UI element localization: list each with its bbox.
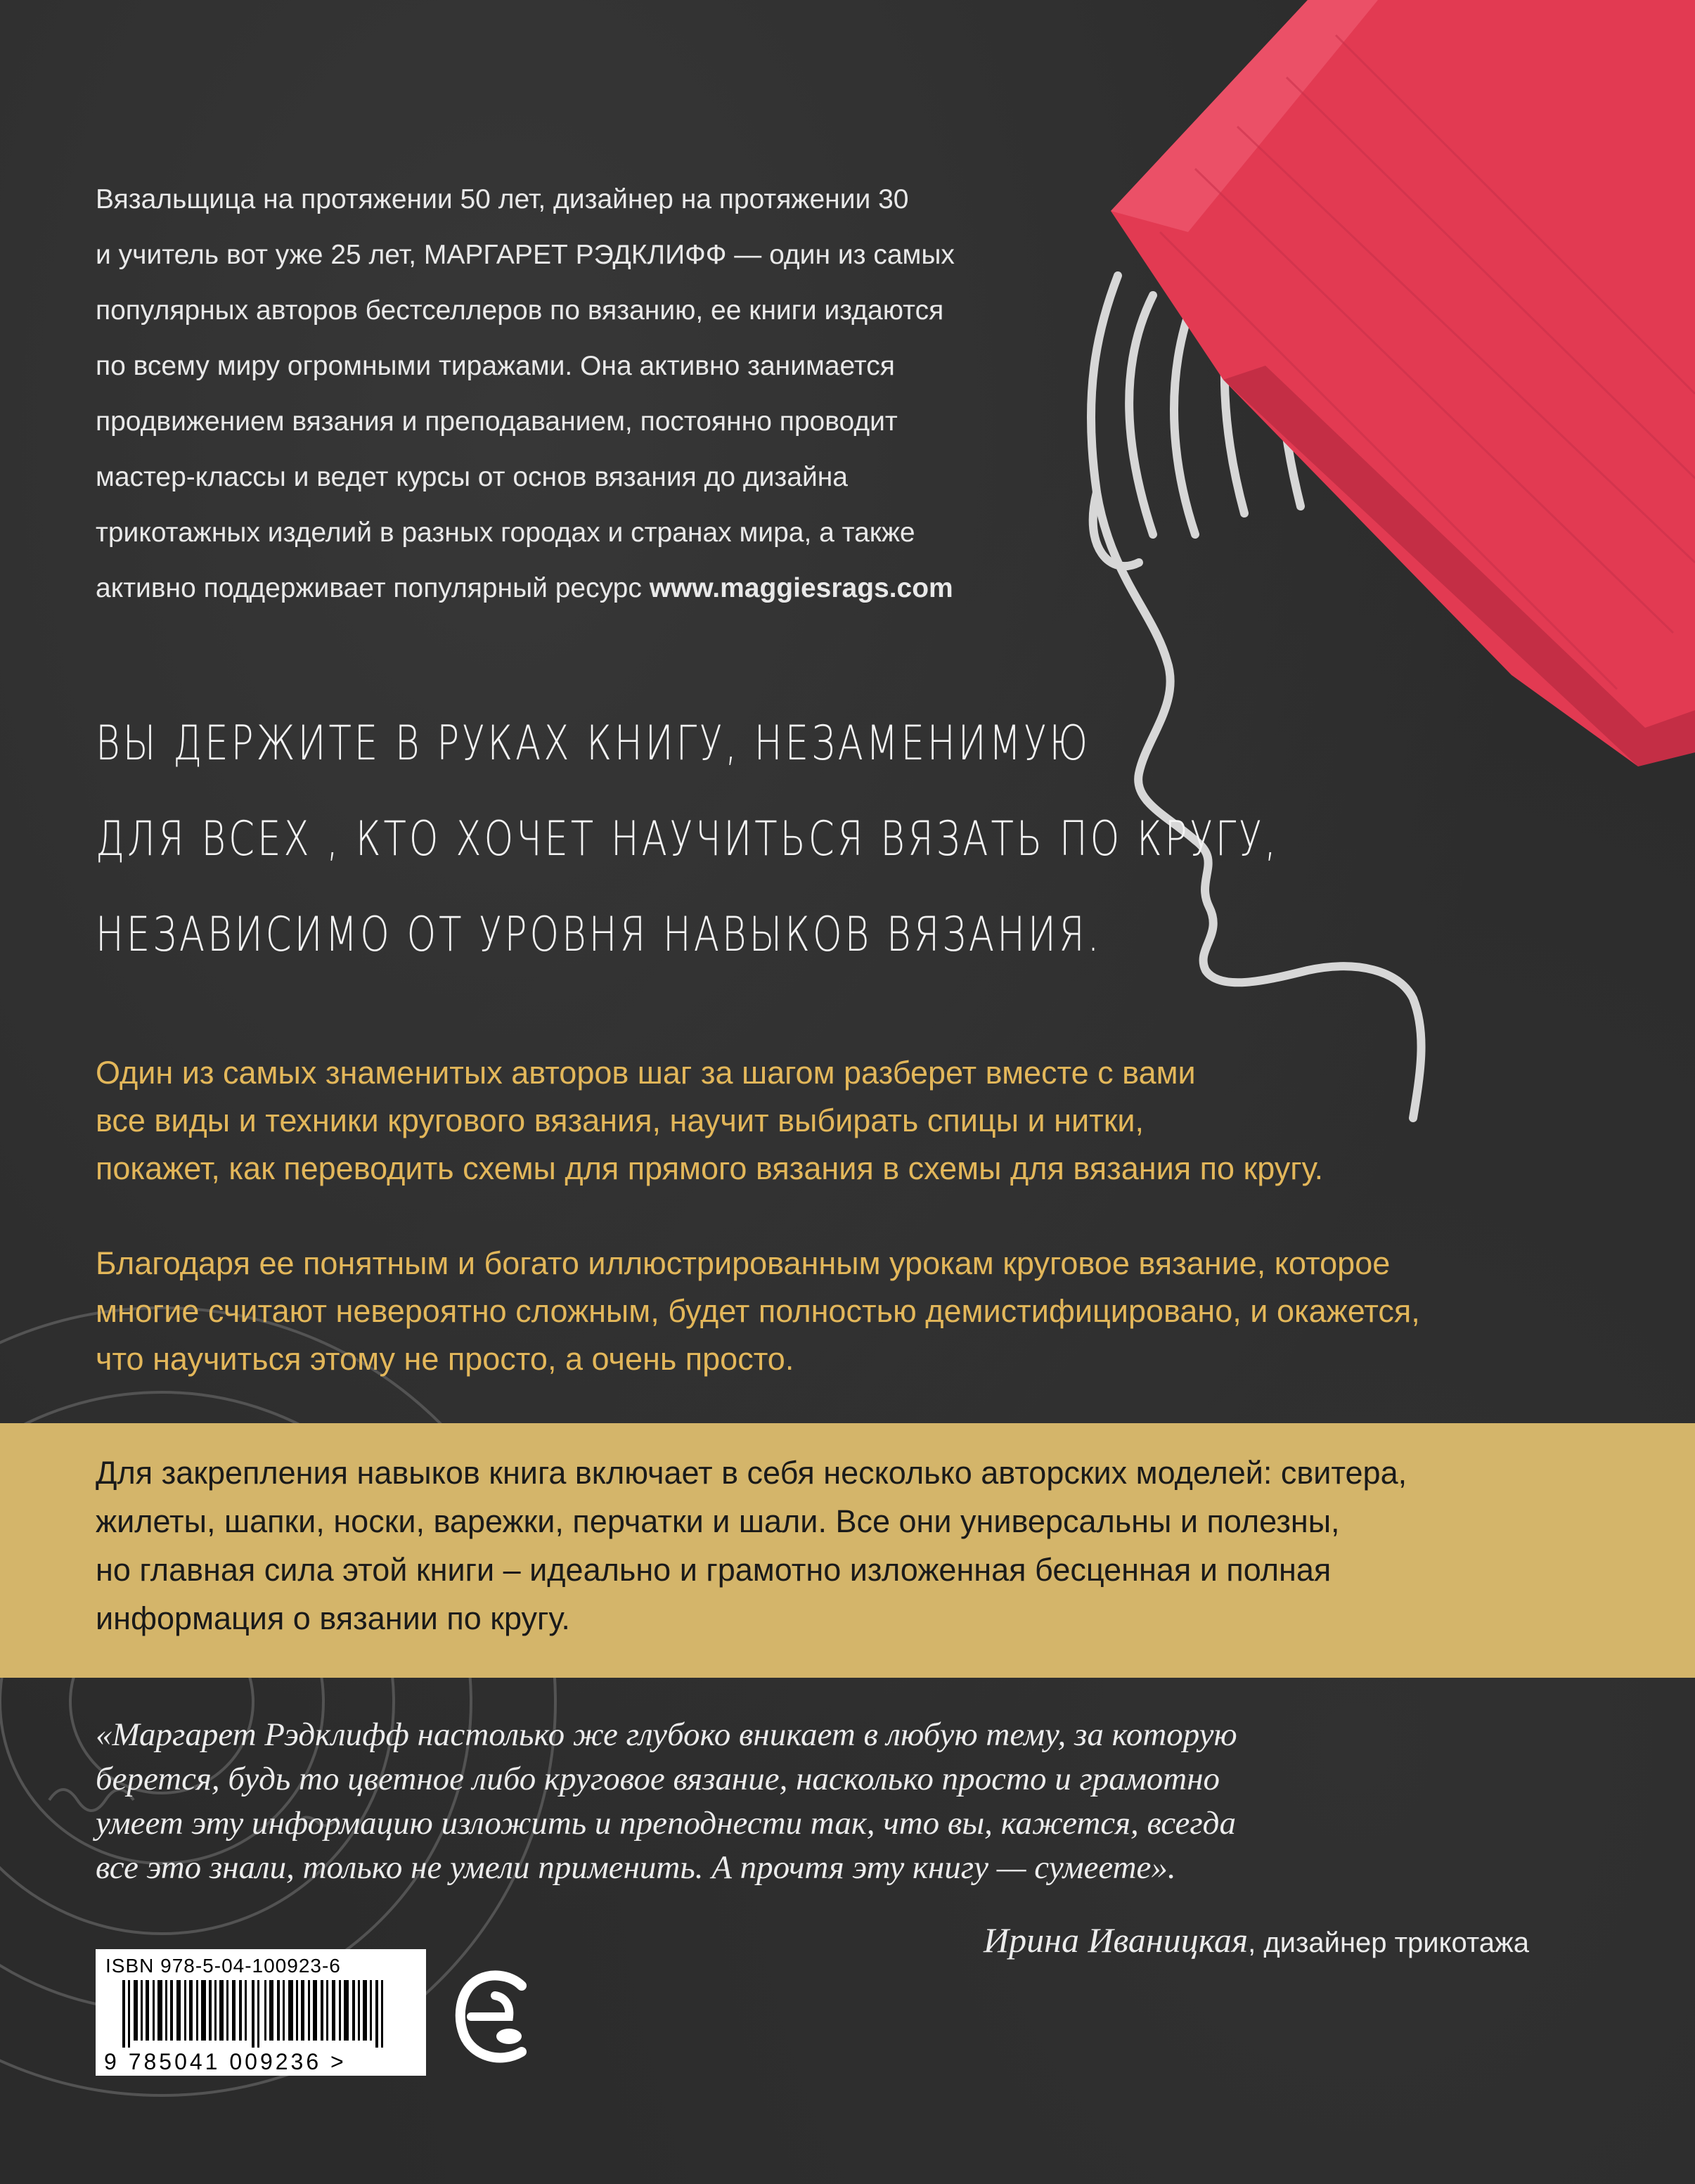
highlight-line: информация о вязании по кругу. [96,1600,570,1636]
description-line: покажет, как переводить схемы для прямого вязания в схемы для вязания по кругу. [96,1150,1324,1186]
highlight-text [96,1448,1628,1643]
review-quote [96,1713,1558,1890]
highlight-line: жилеты, шапки, носки, варежки, перчатки и шали. Все они универсальны и полезны, [96,1503,1340,1539]
headline-line: ВЫ ДЕРЖИТЕ В РУКАХ КНИГУ, НЕЗАМЕНИМУЮ [96,716,1091,771]
description-paragraph-2 [96,1240,1502,1383]
highlight-band [0,1423,1695,1678]
description-line: что научиться этому не просто, а очень просто. [96,1341,794,1377]
headline-line: ДЛЯ ВСЕХ , КТО ХОЧЕТ НАУЧИТЬСЯ ВЯЗАТЬ ПО КРУГУ, [96,811,1280,867]
isbn-digits: 9 785041 009236 > [104,2049,347,2074]
quote-author-role: дизайнер трикотажа [1263,1927,1529,1958]
barcode-icon [122,1980,404,2048]
highlight-line: но главная сила этой книги – идеально и грамотно изложенная бесценная и полная [96,1552,1332,1588]
quote-line: берется, будь то цветное либо круговое вязание, насколько просто и грамотно [96,1761,1220,1797]
quote-line: умеет эту информацию изложить и преподнести так, что вы, кажется, всегда [96,1805,1236,1842]
headline-line: НЕЗАВИСИМО ОТ УРОВНЯ НАВЫКОВ ВЯЗАНИЯ. [96,907,1102,963]
quote-attribution: Ирина Иваницкая, дизайнер трикотажа [984,1920,1529,1960]
bio-line: трикотажных изделий в разных городах и странах мира, а также [96,518,915,548]
bio-line-text: активно поддерживает популярный ресурс [96,573,650,603]
bio-line: Вязальщица на протяжении 50 лет, дизайнер на протяжении 30 [96,184,909,214]
isbn-label: ISBN 978-5-04-100923-6 [105,1955,341,1977]
website-link[interactable]: www.maggiesrags.com [649,573,953,603]
bio-line: продвижением вязания и преподаванием, постоянно проводит [96,406,898,437]
description-line: все виды и техники кругового вязания, научит выбирать спицы и нитки, [96,1103,1145,1138]
bio-line [96,560,1038,616]
author-bio [96,172,1038,616]
isbn-barcode [96,1949,426,2076]
bio-line: мастер-классы и ведет курсы от основ вязания до дизайна [96,462,848,492]
highlight-line: Для закрепления навыков книга включает в себя несколько авторских моделей: свитера, [96,1455,1407,1491]
quote-line: «Маргарет Рэдклифф настолько же глубоко вникает в любую тему, за которую [96,1716,1237,1753]
quote-author: Ирина Иваницкая [984,1920,1249,1960]
red-knitted-band [1111,0,1695,766]
description-line: многие считают невероятно сложным, будет полностью демистифицировано, и окажется, [96,1293,1420,1329]
quote-line: все это знали, только не умели применить. А прочтя эту книгу — сумеете». [96,1849,1176,1886]
description-line: Благодаря ее понятным и богато иллюстрированным урокам круговое вязание, которое [96,1245,1391,1281]
bio-line: по всему миру огромными тиражами. Она активно занимается [96,351,895,381]
bio-line: и учитель вот уже 25 лет, МАРГАРЕТ РЭДКЛИФФ — один из самых [96,240,955,270]
publisher-logo-icon [454,1970,537,2063]
headline [96,696,1280,983]
description-line: Один из самых знаменитых авторов шаг за шагом разберет вместе с вами [96,1055,1196,1091]
bio-line: популярных авторов бестселлеров по вязанию, ее книги издаются [96,295,944,326]
description-paragraph-1 [96,1049,1502,1193]
